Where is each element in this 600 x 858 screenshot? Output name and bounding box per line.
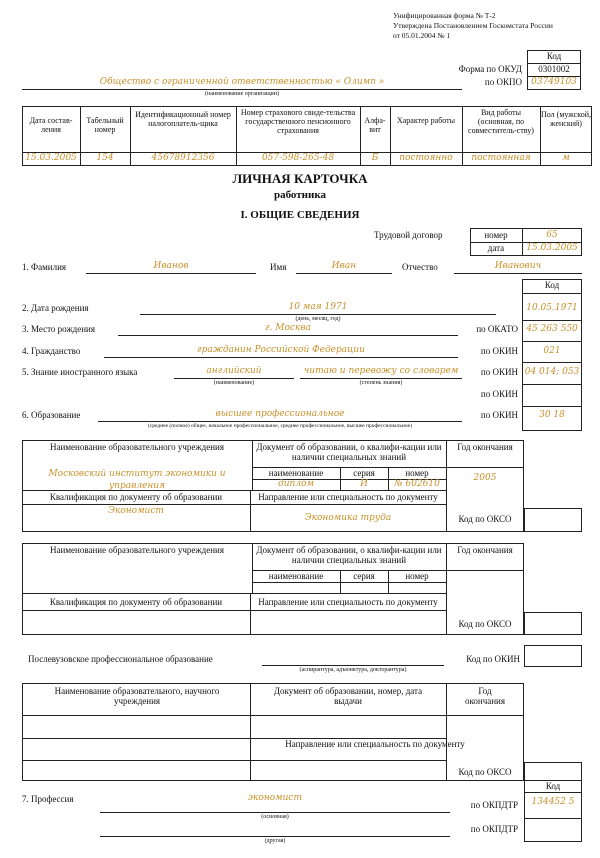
okin-language-label: по ОКИН <box>480 367 518 377</box>
citizenship-label: 4. Гражданство <box>22 346 81 356</box>
okato-label: по ОКАТО <box>476 324 518 334</box>
top-th-worktype: Вид работы (основная, по совместитель-ству) <box>468 108 534 135</box>
edu1-th-institution: Наименование образовательного учреждения <box>50 442 224 452</box>
edu1-institution: Московский институт экономики и управления <box>48 469 226 491</box>
name-value: Иван <box>331 261 357 271</box>
profession-main-caption: (основная) <box>261 814 289 820</box>
edu2-th-qualification: Квалификация по документу об образовании <box>49 597 223 607</box>
codes-kod-label: Код <box>546 51 562 61</box>
edu3-okso-box <box>524 762 582 781</box>
edu1-doc-series: И <box>360 479 368 489</box>
profession-other-caption: (другая) <box>264 838 286 844</box>
edu3-th-document: Документ об образовании, номер, дата выдачи <box>273 686 423 706</box>
language-level: читаю и перевожу со словарем <box>303 366 459 376</box>
okin-language-label-2: по ОКИН <box>480 389 518 399</box>
top-th-inn: Идентификационный номер налогоплатель-щика <box>135 110 231 128</box>
education-label: 6. Образование <box>22 410 81 420</box>
top-th-gender: Пол (мужской, женский) <box>541 110 591 128</box>
top-val-alphabet: Б <box>371 153 379 163</box>
edu3-okso-label: Код по ОКСО <box>458 767 512 777</box>
edu2-okso-box <box>524 612 582 635</box>
person-kod-label: Код <box>544 280 560 290</box>
okpdtr-label-1: по ОКПДТР <box>470 800 518 810</box>
profession-kod-label: Код <box>545 781 561 791</box>
edu2-th-series: серия <box>353 571 375 581</box>
top-val-snils: 057-598-265-48 <box>261 153 335 163</box>
postgrad-label: Послевузовское профессиональное образование <box>28 654 213 664</box>
birth-value: 10 мая 1971 <box>288 302 348 312</box>
top-val-tabnum: 154 <box>96 153 114 163</box>
okpo-code: 03749103 <box>531 77 577 87</box>
contract-label: Трудовой договор <box>374 230 443 240</box>
edu1-qualification: Экономист <box>108 506 164 516</box>
top-val-worktype: постоянная <box>471 153 531 163</box>
form-header-line2: Утверждена Постановлением Госкомстата России <box>393 21 553 30</box>
profession-main: экономист <box>247 793 302 803</box>
edu1-th-name: наименование <box>268 468 324 478</box>
edu1-th-series: серия <box>353 468 375 478</box>
edu2-okso-label: Код по ОКСО <box>458 619 512 629</box>
edu1-okso-label: Код по ОКСО <box>458 514 512 524</box>
birth-code: 10.05.1971 <box>526 303 578 313</box>
profession-main-code: 134452 5 <box>531 797 575 807</box>
edu2-th-speciality: Направление или специальность по документу <box>258 597 438 607</box>
okin-education-label: по ОКИН <box>480 410 518 420</box>
birth-caption: (день, месяц, год) <box>295 316 341 322</box>
language-label: 5. Знание иностранного языка <box>22 367 138 377</box>
okud-code: 0301002 <box>538 64 570 74</box>
okato-code: 45 263 550 <box>526 324 578 334</box>
okpo-label: по ОКПО <box>484 77 522 87</box>
citizenship-value: гражданин Российской Федерации <box>197 345 365 355</box>
okud-label: Форма по ОКУД <box>458 64 522 74</box>
edu1-th-speciality: Направление или специальность по документу <box>258 492 438 502</box>
contract-date-label: дата <box>487 243 505 253</box>
patronymic-value: Иванович <box>494 261 542 271</box>
contract-number-label: номер <box>484 230 508 240</box>
edu1-okso-box <box>524 508 582 532</box>
section-general-title: I. ОБЩИЕ СВЕДЕНИЯ <box>240 209 360 221</box>
top-th-character: Характер работы <box>396 116 456 125</box>
form-header-line3: от 05.01.2004 № 1 <box>393 31 451 40</box>
edu1-th-year: Год окончания <box>457 442 513 452</box>
education-value: высшее профессиональное <box>215 409 345 419</box>
okin-citizenship-label: по ОКИН <box>480 346 518 356</box>
education-code: 30 18 <box>539 410 565 420</box>
top-val-character: постоянно <box>399 153 453 163</box>
contract-date: 15.03.2005 <box>526 243 578 253</box>
okpdtr-label-2: по ОКПДТР <box>470 824 518 834</box>
name-label: Имя <box>270 262 287 272</box>
top-th-date: Дата состав-ления <box>29 116 73 134</box>
postgrad-okin-box <box>524 645 582 667</box>
top-val-gender: м <box>562 153 570 163</box>
language-code: 04 014; 053 <box>524 367 580 377</box>
edu2-th-name: наименование <box>268 571 324 581</box>
edu2-th-number: номер <box>405 571 429 581</box>
top-val-date: 15.03.2005 <box>25 153 77 163</box>
card-subtitle: работника <box>273 189 327 201</box>
top-th-tabnum: Табельный номер <box>86 116 124 134</box>
language-caption: (наименование) <box>213 380 255 386</box>
contract-number: 65 <box>546 230 558 240</box>
edu3-th-institution: Наименование образовательного, научного учреждения <box>54 686 220 706</box>
education-caption: (среднее (полное) общее, начальное профессиональное, среднее профессиональное, высшее профессиональное) <box>148 423 412 429</box>
edu1-year: 2005 <box>473 473 497 483</box>
postgrad-okin-label: Код по ОКИН <box>466 654 520 664</box>
birth-label: 2. Дата рождения <box>22 303 89 313</box>
edu3-th-speciality: Направление или специальность по документу <box>285 739 465 749</box>
edu1-th-document: Документ об образовании, о квалифи-кации или наличии специальных знаний <box>256 442 442 462</box>
edu3-th-year: Год окончания <box>464 686 506 706</box>
surname-value: Иванов <box>153 261 189 271</box>
patronymic-label: Отчество <box>402 262 438 272</box>
birth-place-value: г. Москва <box>265 323 311 333</box>
surname-label: 1. Фамилия <box>22 262 67 272</box>
postgrad-caption: (аспирантура, адъюнктура, докторантура) <box>299 667 407 673</box>
edu1-th-qualification: Квалификация по документу об образовании <box>49 492 223 502</box>
profession-label: 7. Профессия <box>22 794 74 804</box>
card-title: ЛИЧНАЯ КАРТОЧКА <box>232 171 368 186</box>
edu2-th-year: Год окончания <box>457 545 513 555</box>
citizenship-code: 021 <box>543 346 561 356</box>
edu2-th-institution: Наименование образовательного учреждения <box>50 545 224 555</box>
birth-place-label: 3. Место рождения <box>22 324 96 334</box>
edu1-doc-name: диплом <box>278 479 314 489</box>
edu1-speciality: Экономика труда <box>304 513 392 523</box>
top-th-alphabet: Алфа-вит <box>364 116 386 134</box>
form-header-line1: Унифицированная форма № Т-2 <box>393 11 496 20</box>
top-val-inn: 45678912356 <box>151 153 215 163</box>
edu2-th-document: Документ об образовании, о квалифи-кации или наличии специальных знаний <box>256 545 442 565</box>
edu1-th-number: номер <box>405 468 429 478</box>
language-level-caption: (степень знания) <box>359 380 403 386</box>
org-name: Общество с ограниченной ответственностью « Олимп » <box>99 77 385 87</box>
top-th-snils: Номер страхового свиде-тельства государственного пенсионного страхования <box>240 108 356 135</box>
edu1-doc-number: № 602610 <box>394 479 440 489</box>
org-caption: (наименование организации) <box>205 91 279 97</box>
language-value: английский <box>206 366 262 376</box>
